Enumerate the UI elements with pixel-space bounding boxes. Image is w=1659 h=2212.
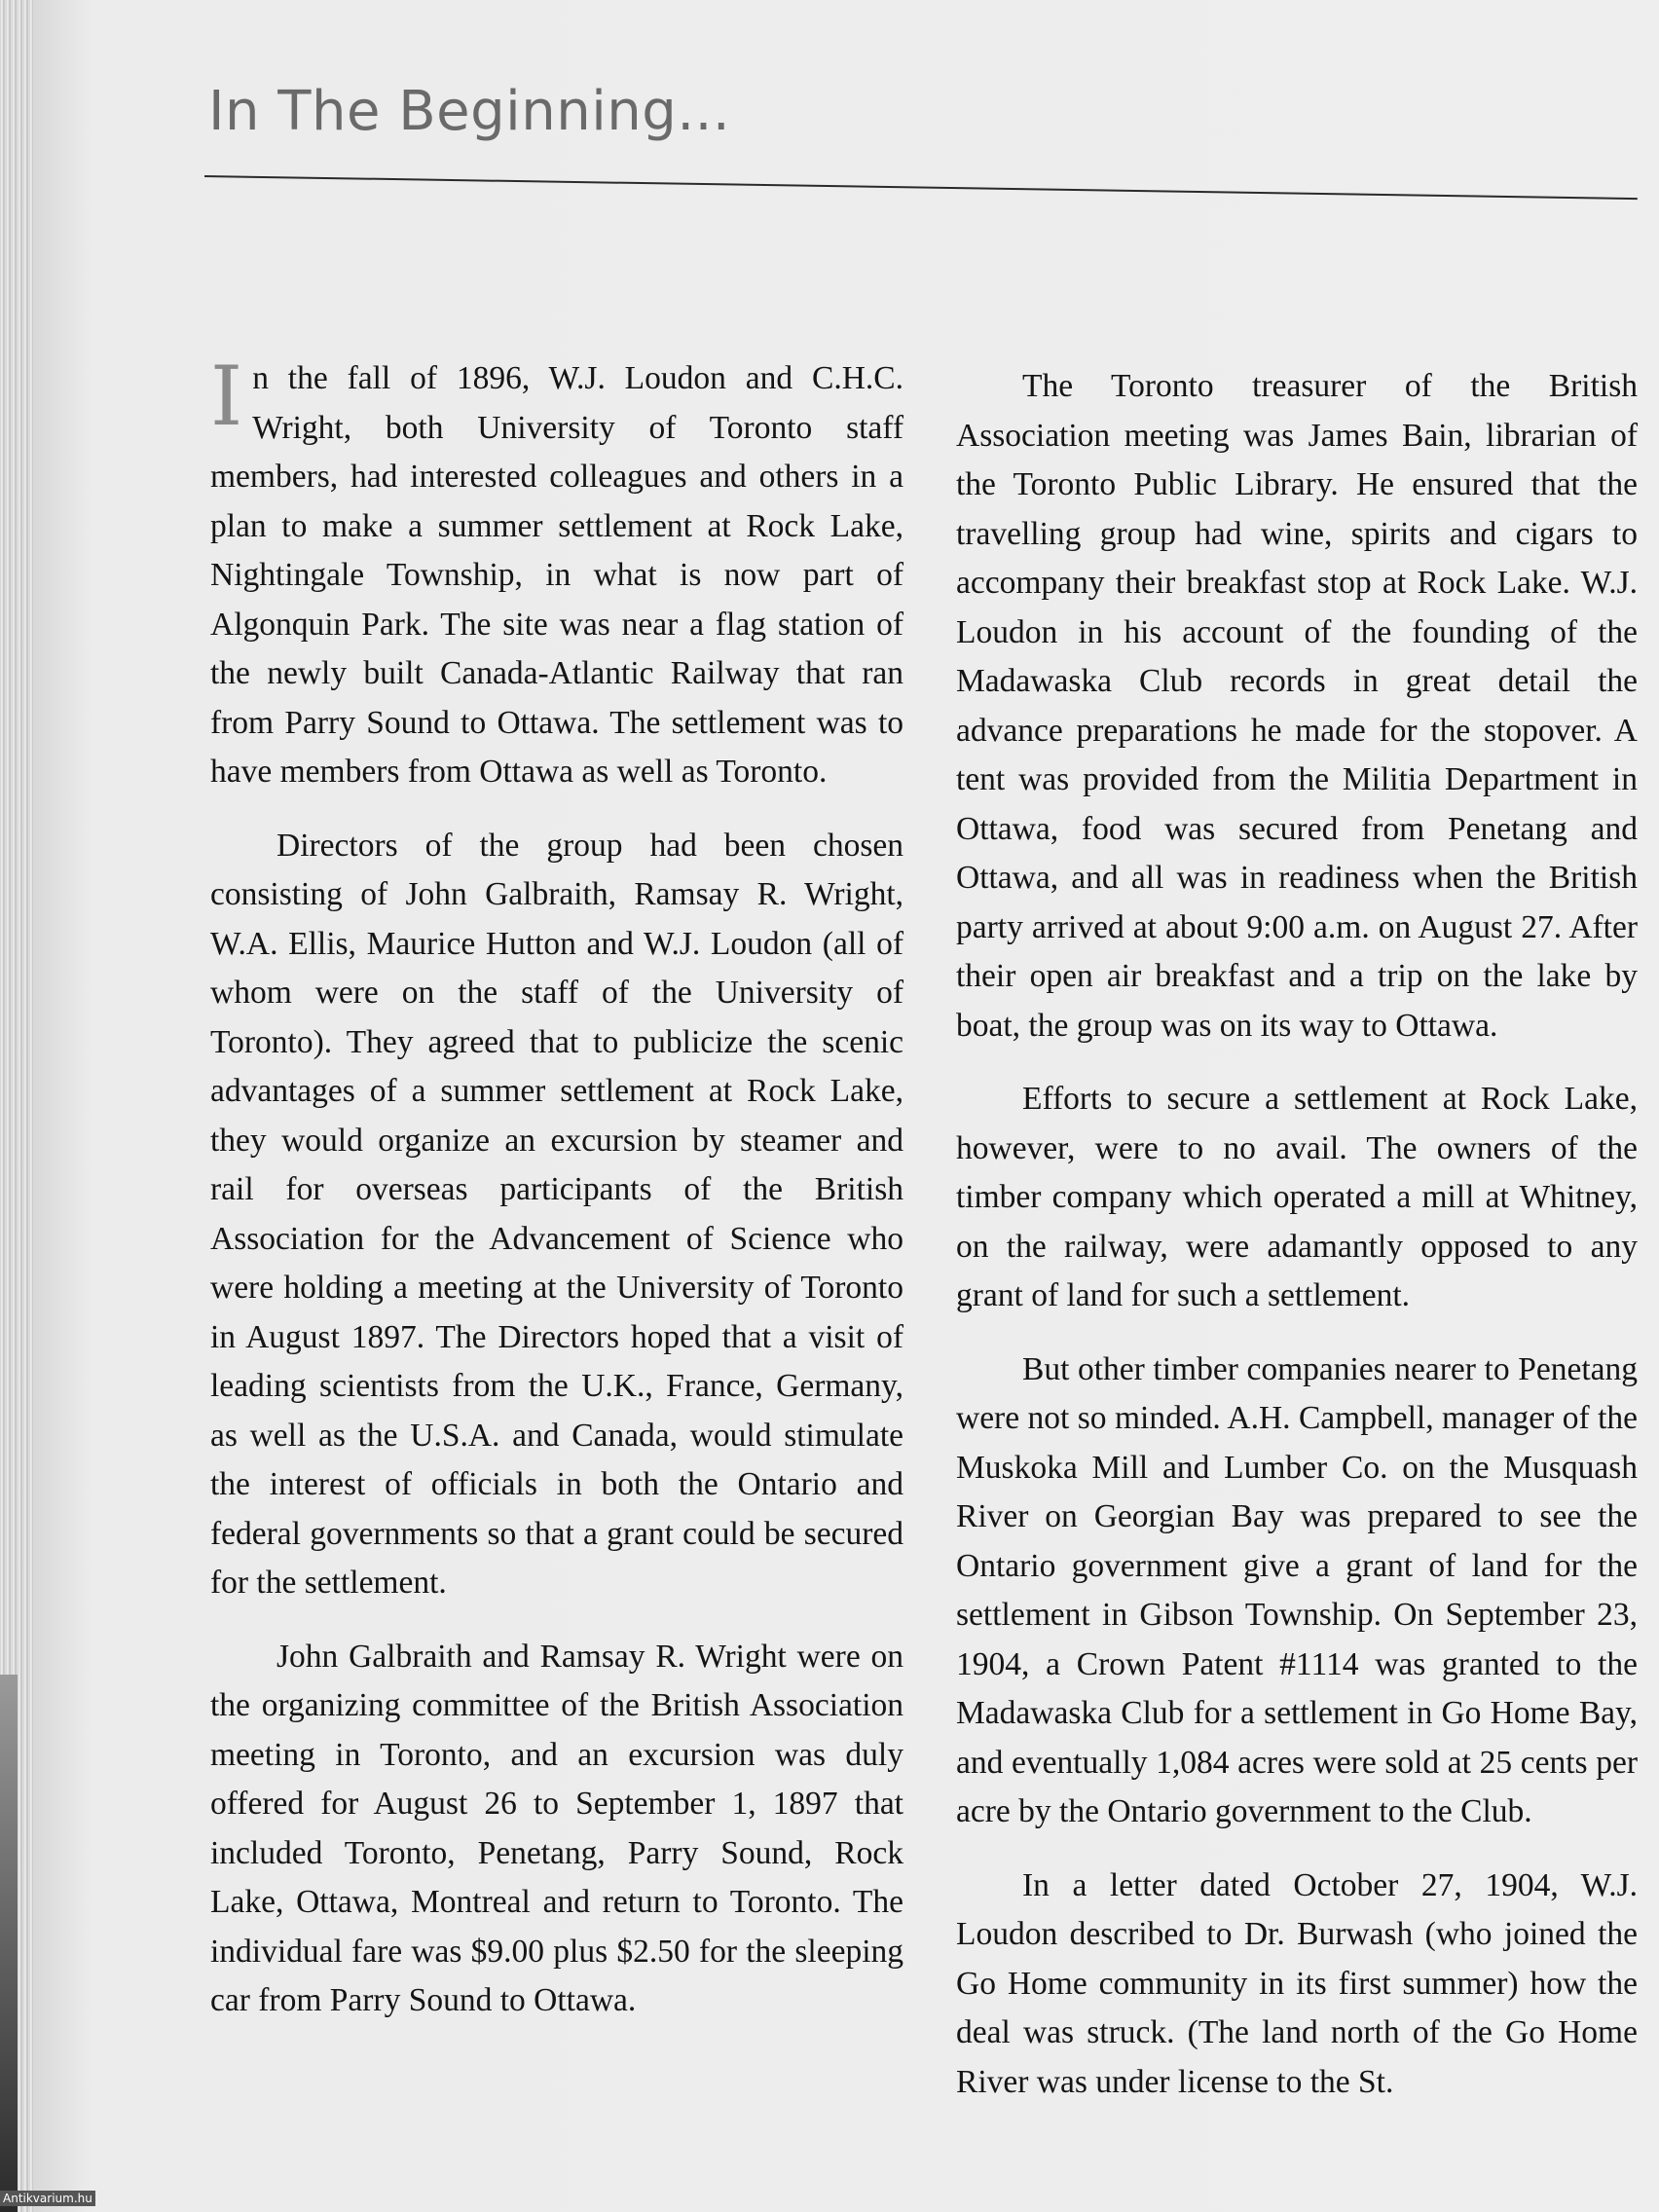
right-column	[956, 362, 1638, 2131]
title-rule	[204, 175, 1638, 200]
paragraph: The Toronto treasurer of the British Association meeting was James Bain, librarian of the Toronto Public Library. He ensured that the travelling group had wine, spirits and cigars to accompany their breakfast stop at Rock Lake. W.J. Loudon in his account of the founding of the Madawaska Club records in great detail the advance preparations he made for the stopover. A tent was provided from the Militia Department in Ottawa, food was secured from Penetang and Ottawa, and all was in readiness when the British party arrived at about 9:00 a.m. on August 27. After their open air breakfast and a trip on the lake by boat, the group was on its way to Ottawa.	[956, 368, 1638, 1044]
paragraph: Efforts to secure a settlement at Rock Lake, however, were to no avail. The owners of the timber company which operated a mill at Whitney, on the railway, were adamantly opposed to any grant of land for such a settlement.	[956, 1081, 1638, 1313]
source-watermark: Antikvarium.hu	[0, 2191, 95, 2206]
paragraph: In a letter dated October 27, 1904, W.J. Loudon described to Dr. Burwash (who joined the Go Home community in its first summer) how the deal was struck. (The land north of the Go Home River was under license to the St.	[956, 1866, 1638, 2100]
book-spine-shadow	[0, 1675, 18, 2212]
chapter-title: In The Beginning...	[208, 80, 731, 143]
book-page	[33, 0, 1659, 2212]
paragraph	[210, 349, 903, 797]
drop-cap: I	[210, 349, 243, 444]
paragraph: But other timber companies nearer to Penetang were not so minded. A.H. Campbell, manager of the Muskoka Mill and Lumber Co. on the Musquash River on Georgian Bay was prepared to see the Ontario government give a grant of land for the settlement in Gibson Township. On September 23, 1904, a Crown Patent #1114 was granted to the Madawaska Club for a settlement in Go Home Bay, and eventually 1,084 acres were sold at 25 cents per acre by the Ontario government to the Club.	[956, 1350, 1638, 1829]
paragraph: John Galbraith and Ramsay R. Wright were on the organizing committee of the British Association meeting in Toronto, and an excursion was duly offered for August 26 to September 1, 1897 that included Toronto, Penetang, Parry Sound, Rock Lake, Ottawa, Montreal and return to Toronto. The individual fare was $9.00 plus $2.50 for the sleeping car from Parry Sound to Ottawa.	[210, 1638, 903, 2018]
left-column	[210, 349, 903, 2050]
paragraph-text: n the fall of 1896, W.J. Loudon and C.H.C. Wright, both University of Toronto staff members, had interested colleagues and others in a plan to make a summer settlement at Rock Lake, Nightingale Township, in what is now part of Algonquin Park. The site was near a flag station of the newly built Canada-Atlantic Railway that ran from Parry Sound to Ottawa. The settlement was to have members from Ottawa as well as Toronto.	[210, 360, 903, 790]
paragraph: Directors of the group had been chosen consisting of John Galbraith, Ramsay R. Wright, W.A. Ellis, Maurice Hutton and W.J. Loudon (all of whom were on the staff of the University of Toronto). They agreed that to publicize the scenic advantages of a summer settlement at Rock Lake, they would organize an excursion by steamer and rail for overseas participants of the British Association for the Advancement of Science who were holding a meeting at the University of Toronto in August 1897. The Directors hoped that a visit of leading scientists from the U.K., France, Germany, as well as the U.S.A. and Canada, would stimulate the interest of officials in both the Ontario and federal governments so that a grant could be secured for the settlement.	[210, 827, 903, 1601]
